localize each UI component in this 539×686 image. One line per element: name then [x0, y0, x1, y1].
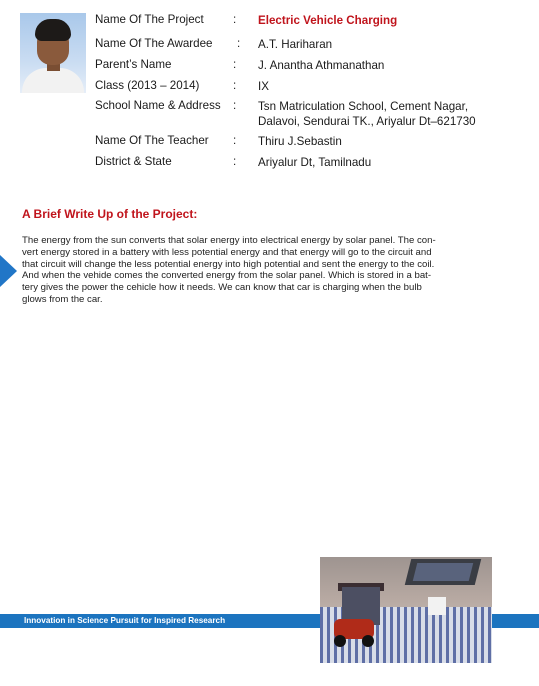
- detail-separator: :: [233, 13, 237, 26]
- detail-label: Name Of The Awardee: [95, 37, 213, 50]
- detail-separator: :: [233, 58, 237, 71]
- detail-separator: :: [233, 155, 237, 168]
- footer-tagline: Innovation in Science Pursuit for Inspired Research: [24, 616, 226, 625]
- writeup-line: tery gives the power the cehicle how it needs. We can know that car is charging when the bulb: [22, 282, 422, 294]
- writeup-line: glows from the car.: [22, 293, 103, 305]
- detail-separator: :: [233, 99, 237, 112]
- photo-hair: [35, 19, 71, 41]
- writeup-line: The energy from the sun converts that solar energy into electrical energy by solar panel. The con-: [22, 235, 436, 246]
- teacher-value: Thiru J.Sebastin: [258, 135, 342, 148]
- photo-car-wheel: [334, 635, 346, 647]
- class-value: IX: [258, 80, 269, 93]
- project-model-photo: [320, 557, 492, 663]
- detail-label: District & State: [95, 155, 172, 168]
- detail-separator: :: [233, 79, 237, 92]
- writeup-heading: A Brief Write Up of the Project:: [22, 207, 198, 221]
- writeup-line: that circuit will change the less potential energy into high potential and sent the energy to the coil.: [22, 258, 435, 270]
- project-name-value: Electric Vehicle Charging: [258, 14, 398, 27]
- writeup-line: vert energy stored in a battery with less potential energy and that energy will go to the circuit and: [22, 246, 432, 258]
- detail-label: Parent’s Name: [95, 58, 172, 71]
- district-value: Ariyalur Dt, Tamilnadu: [258, 156, 372, 169]
- detail-label: Name Of The Project: [95, 13, 204, 26]
- photo-solar-panel-cells: [413, 563, 473, 581]
- parent-value: J. Anantha Athmanathan: [258, 59, 385, 72]
- section-arrow-marker: [0, 255, 17, 287]
- writeup-paragraph: [22, 235, 494, 306]
- awardee-value: A.T. Hariharan: [258, 38, 333, 51]
- detail-separator: :: [233, 134, 237, 147]
- school-value-line-2: Dalavoi, Sendurai TK., Ariyalur Dt–621730: [258, 115, 476, 128]
- detail-separator: :: [237, 37, 241, 50]
- detail-label: Name Of The Teacher: [95, 134, 209, 147]
- school-value-line-1: Tsn Matriculation School, Cement Nagar,: [258, 100, 469, 113]
- photo-shirt: [22, 68, 84, 93]
- photo-white-box: [428, 597, 446, 615]
- awardee-photo: [20, 13, 86, 93]
- photo-car-wheel: [362, 635, 374, 647]
- writeup-line: And when the vehide comes the converted energy from the solar panel. Which is stored in a bat-: [22, 270, 432, 282]
- detail-label: School Name & Address: [95, 99, 221, 112]
- detail-label: Class (2013 – 2014): [95, 79, 200, 92]
